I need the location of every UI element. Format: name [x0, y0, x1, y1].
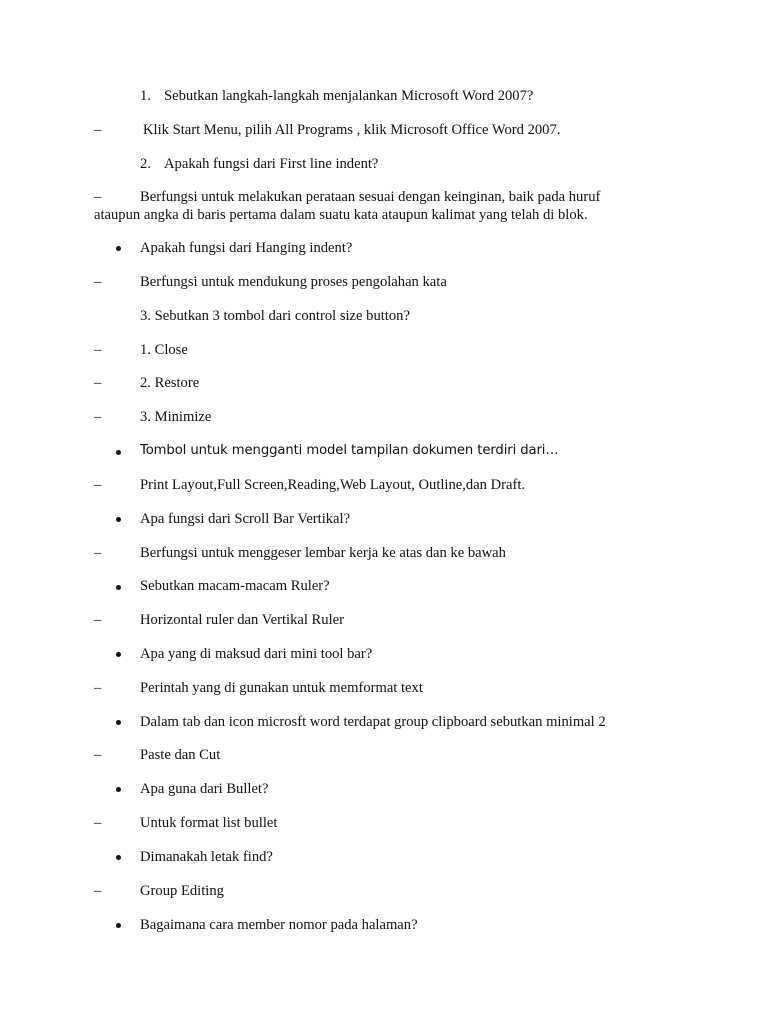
bullet-icon: [116, 720, 121, 725]
question-text: Dimanakah letak find?: [140, 849, 273, 865]
dash-marker: –: [94, 815, 102, 831]
answer-text: Group Editing: [140, 883, 224, 899]
list-number: 1.: [140, 88, 151, 104]
question-text: Apa fungsi dari Scroll Bar Vertikal?: [140, 511, 351, 527]
bullet-icon: [116, 787, 121, 792]
dash-marker: –: [94, 189, 102, 205]
dash-marker: –: [94, 883, 102, 899]
dash-marker: –: [94, 545, 102, 561]
answer-text: Berfungsi untuk melakukan perataan sesuai dengan keinginan, baik pada huruf: [140, 189, 601, 205]
answer-text-continuation: ataupun angka di baris pertama dalam suatu kata ataupun kalimat yang telah di blok.: [94, 207, 588, 223]
bullet-icon: [116, 246, 121, 251]
dash-marker: –: [94, 274, 102, 290]
dash-marker: –: [94, 612, 102, 628]
question-text: 3. Sebutkan 3 tombol dari control size button?: [140, 308, 410, 324]
dash-marker: –: [94, 409, 102, 425]
dash-marker: –: [94, 375, 102, 391]
answer-text: Print Layout,Full Screen,Reading,Web Layout, Outline,dan Draft.: [140, 477, 526, 493]
question-text: Apa yang di maksud dari mini tool bar?: [140, 646, 373, 662]
question-text: Apakah fungsi dari Hanging indent?: [140, 240, 353, 256]
bullet-icon: [116, 652, 121, 657]
answer-text: Berfungsi untuk mendukung proses pengolahan kata: [140, 274, 447, 290]
bullet-icon: [116, 450, 121, 455]
answer-text: Horizontal ruler dan Vertikal Ruler: [140, 612, 344, 628]
bullet-icon: [116, 923, 121, 928]
question-text: Tombol untuk mengganti model tampilan dokumen terdiri dari…: [140, 443, 559, 458]
question-text: Sebutkan macam-macam Ruler?: [140, 578, 330, 594]
answer-text: 1. Close: [140, 342, 188, 358]
dash-marker: –: [94, 342, 102, 358]
question-text: Sebutkan langkah-langkah menjalankan Microsoft Word 2007?: [164, 88, 534, 104]
answer-text: 3. Minimize: [140, 409, 212, 425]
dash-marker: –: [94, 477, 102, 493]
answer-text: Paste dan Cut: [140, 747, 221, 763]
dash-marker: –: [94, 747, 102, 763]
answer-text: 2. Restore: [140, 375, 200, 391]
answer-text: Berfungsi untuk menggeser lembar kerja ke atas dan ke bawah: [140, 545, 506, 561]
answer-text: Klik Start Menu, pilih All Programs , klik Microsoft Office Word 2007.: [143, 122, 561, 138]
question-text: Dalam tab dan icon microsft word terdapat group clipboard sebutkan minimal 2: [140, 714, 606, 730]
dash-marker: –: [94, 680, 102, 696]
question-text: Bagaimana cara member nomor pada halaman?: [140, 917, 418, 933]
answer-text: Perintah yang di gunakan untuk memformat text: [140, 680, 423, 696]
bullet-icon: [116, 855, 121, 860]
question-text: Apakah fungsi dari First line indent?: [164, 156, 379, 172]
question-text: Apa guna dari Bullet?: [140, 781, 269, 797]
dash-marker: –: [94, 122, 102, 138]
list-number: 2.: [140, 156, 151, 172]
answer-text: Untuk format list bullet: [140, 815, 278, 831]
bullet-icon: [116, 517, 121, 522]
bullet-icon: [116, 585, 121, 590]
